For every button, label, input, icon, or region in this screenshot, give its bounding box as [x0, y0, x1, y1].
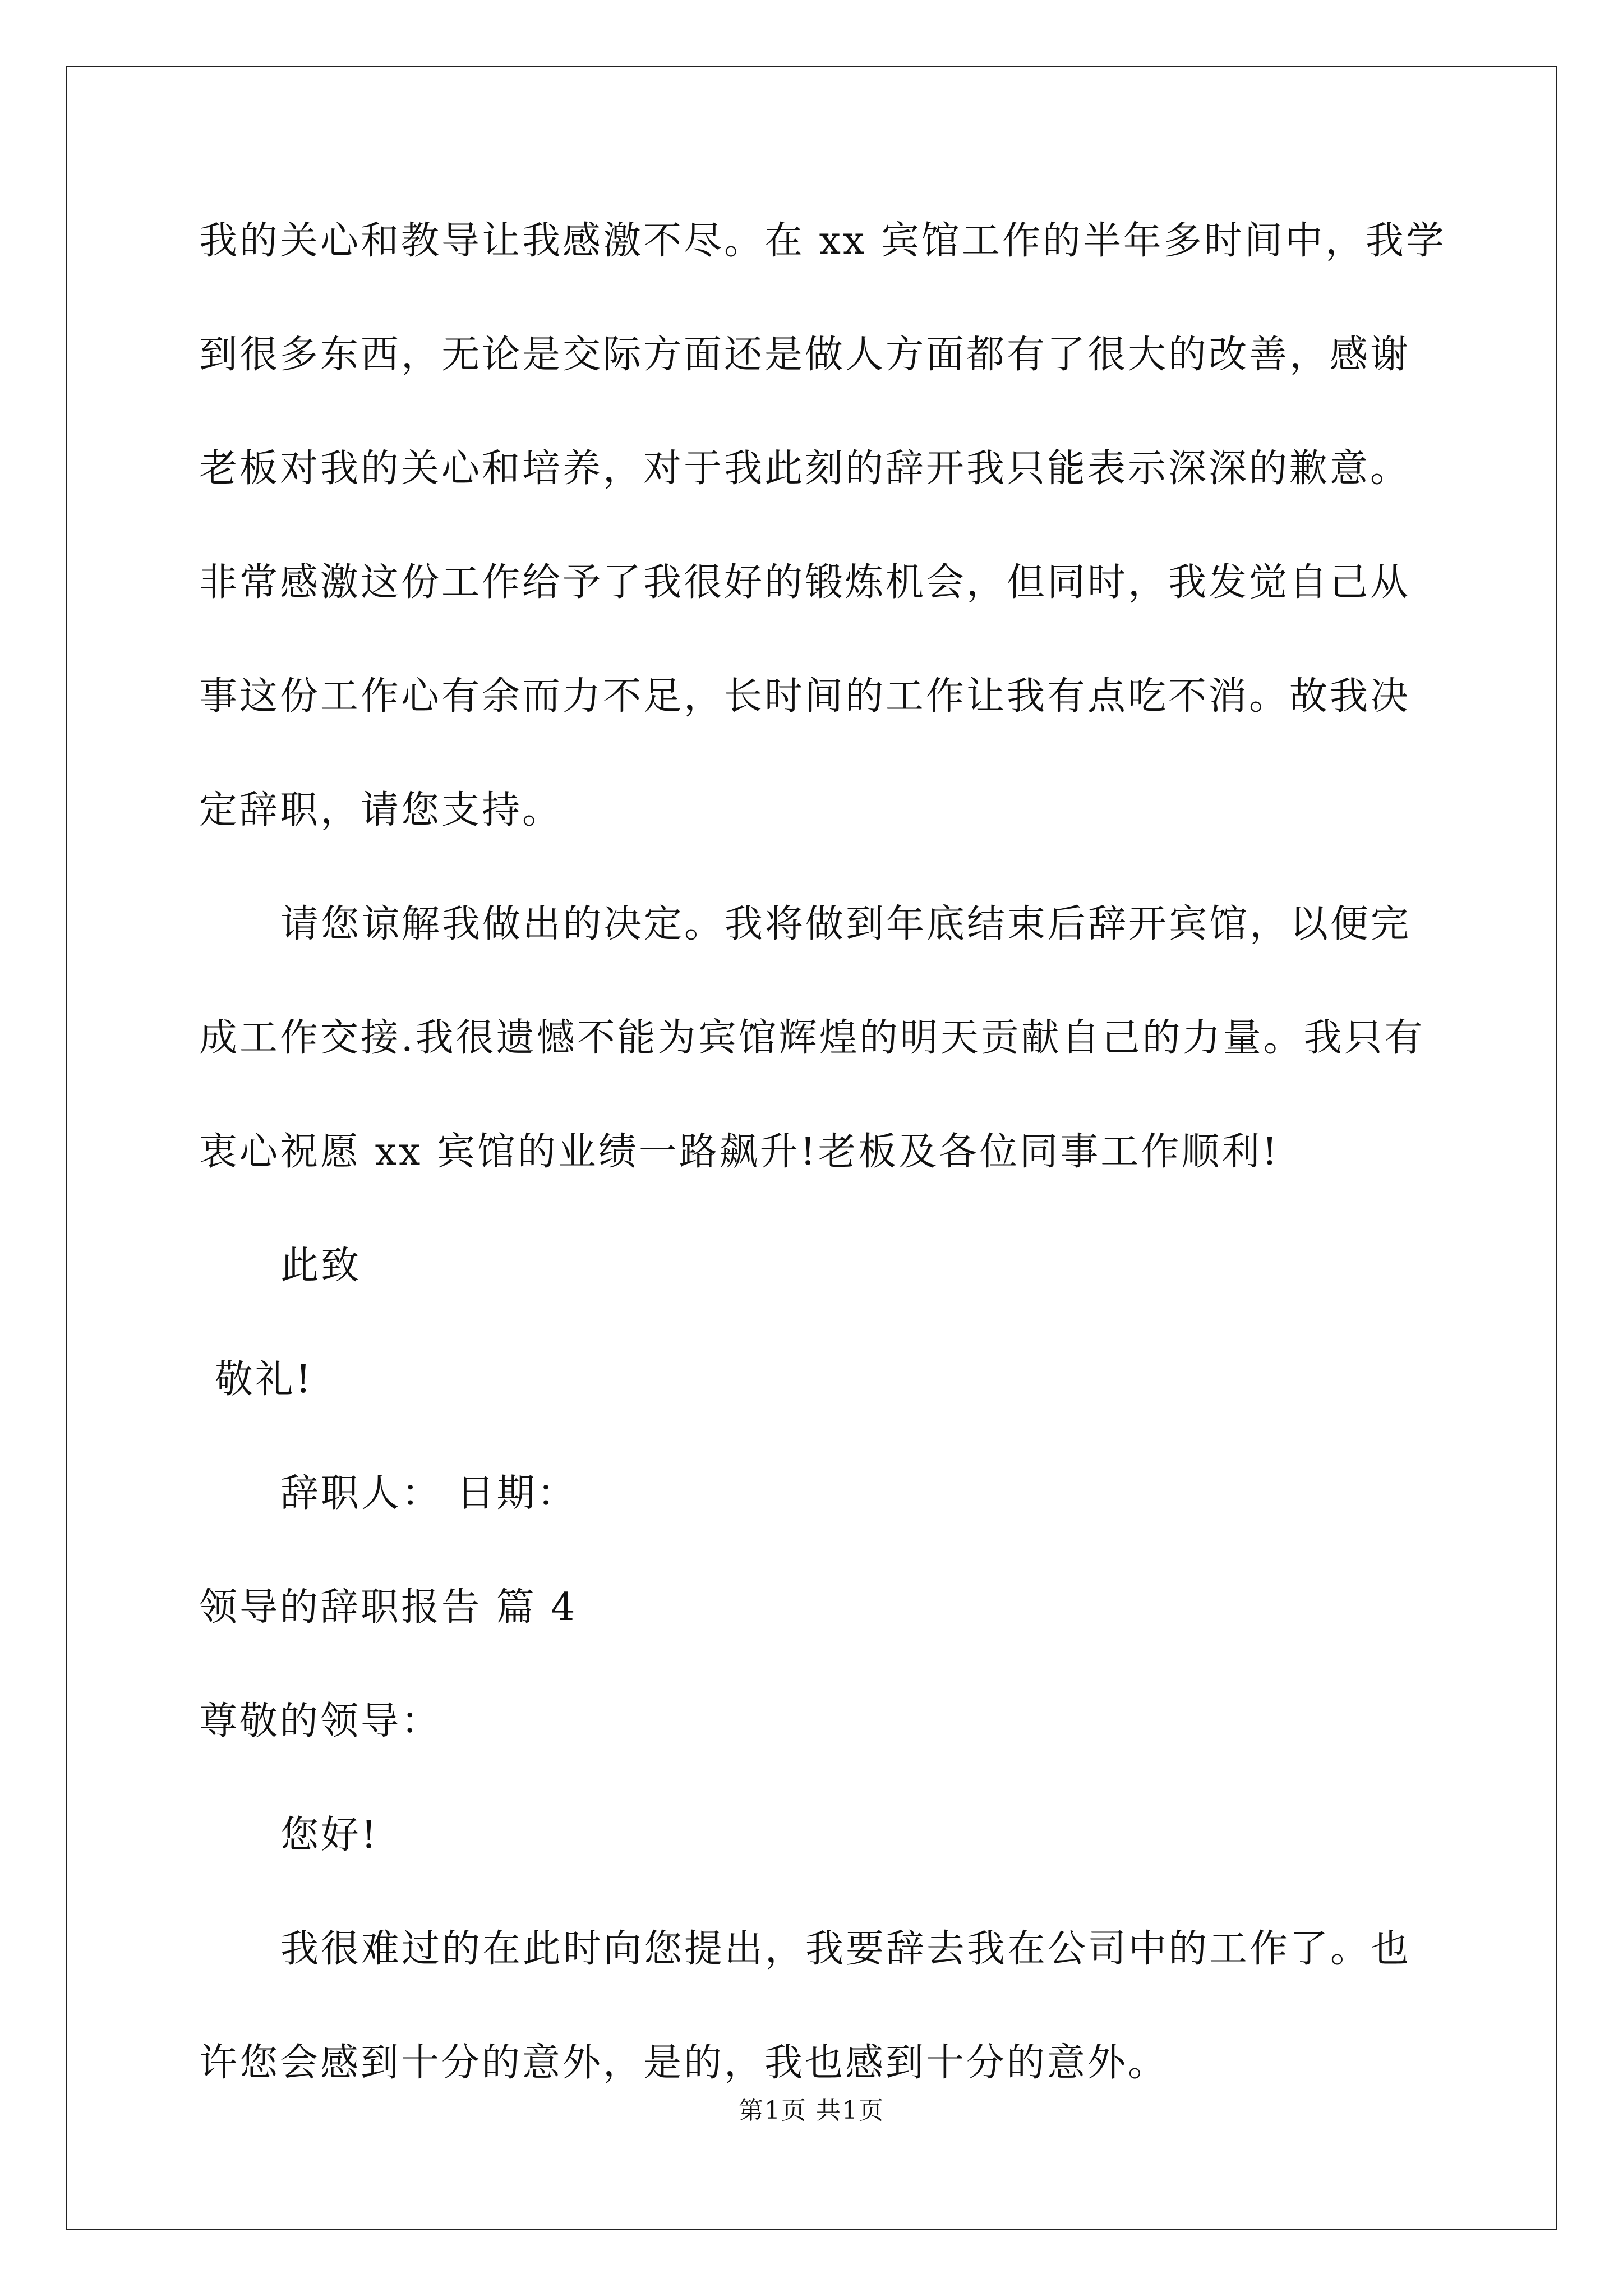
document-body — [199, 213, 1446, 2091]
paragraph-line: 成工作交接.我很遗憾不能为宾馆辉煌的明天贡献自己的力量。我只有 — [199, 1016, 1425, 1060]
paragraph-line: 我很难过的在此时向您提出，我要辞去我在公司中的工作了。也 — [280, 1927, 1412, 1971]
paragraph-line: 衷心祝愿 xx 宾馆的业绩一路飙升!老板及各位同事工作顺利! — [199, 1130, 1280, 1174]
paragraph-line: 许您会感到十分的意外，是的，我也感到十分的意外。 — [199, 2041, 1169, 2085]
paragraph-line: 到很多东西，无论是交际方面还是做人方面都有了很大的改善，感谢 — [199, 333, 1411, 377]
closing-regards: 敬礼! — [215, 1358, 313, 1402]
signature-date-line: 辞职人： 日期： — [280, 1471, 578, 1516]
paragraph-line: 定辞职，请您支持。 — [199, 788, 563, 832]
section-heading: 领导的辞职报告 篇 4 — [199, 1585, 578, 1630]
closing-salutation: 此致 — [280, 1244, 362, 1288]
paragraph-line: 老板对我的关心和培养，对于我此刻的辞开我只能表示深深的歉意。 — [199, 447, 1411, 491]
page-footer: 第1页 共1页 — [739, 2096, 884, 2125]
greeting-line: 尊敬的领导： — [199, 1699, 442, 1743]
paragraph-line: 我的关心和教导让我感激不尽。在 xx 宾馆工作的半年多时间中，我学 — [199, 219, 1446, 263]
greeting-hello: 您好! — [280, 1813, 379, 1857]
paragraph-line: 事这份工作心有余而力不足，长时间的工作让我有点吃不消。故我决 — [199, 674, 1411, 719]
paragraph-line: 请您谅解我做出的决定。我将做到年底结束后辞开宾馆，以便完 — [280, 902, 1412, 946]
paragraph-line: 非常感激这份工作给予了我很好的锻炼机会，但同时，我发觉自己从 — [199, 560, 1411, 605]
